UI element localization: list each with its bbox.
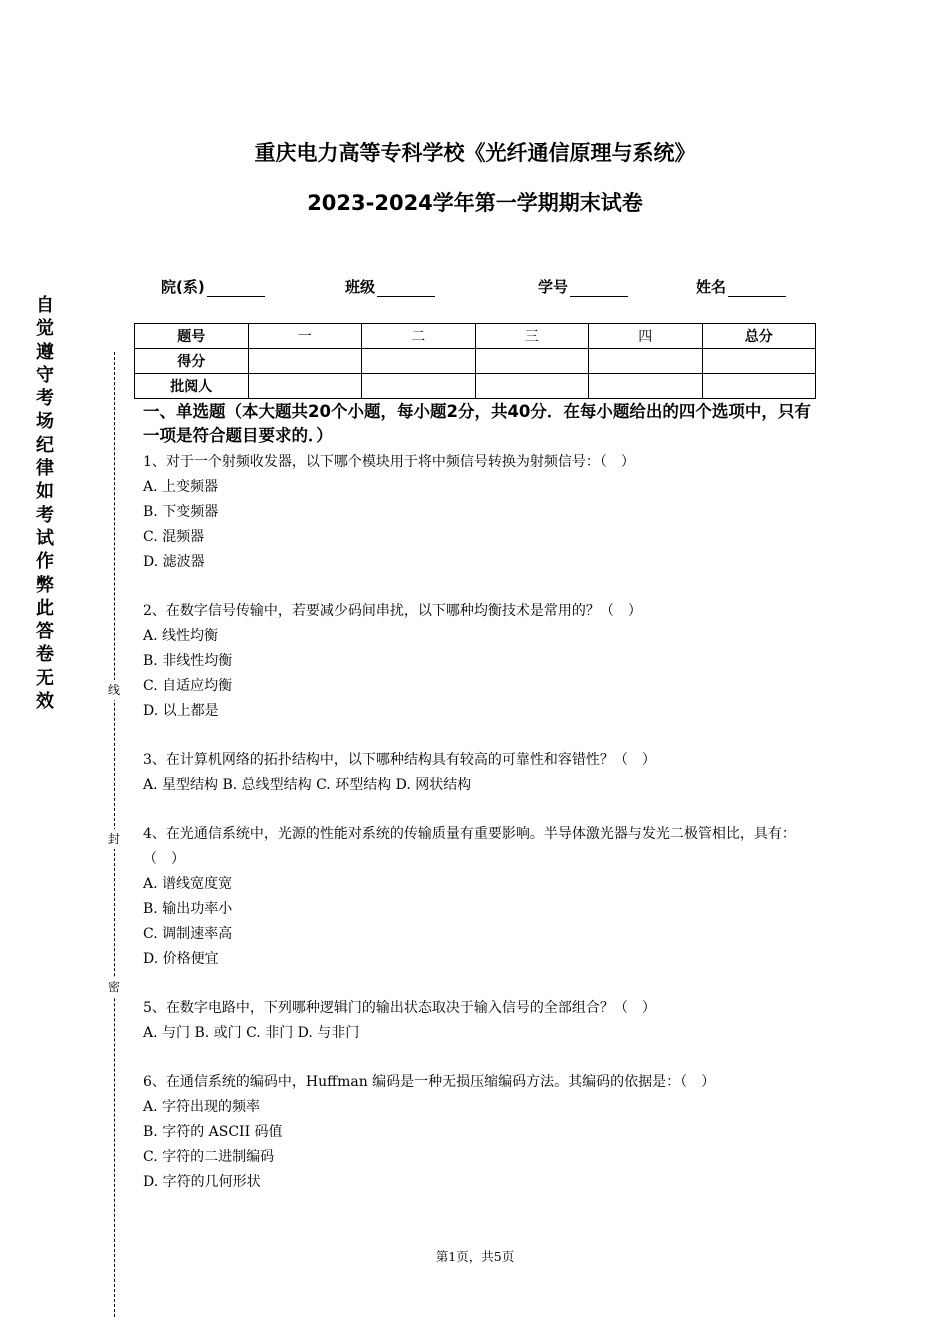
question-6 [143, 1070, 813, 1195]
grader-row [135, 374, 816, 399]
score-table-header-row [135, 324, 816, 349]
exam-title: 重庆电力高等专科学校《光纤通信原理与系统》 [254, 141, 696, 165]
question-3 [143, 748, 813, 798]
option-b[interactable]: B. 字符的 ASCII 码值 [143, 1124, 283, 1140]
option-d[interactable]: D. 价格便宜 [143, 951, 219, 967]
header-cell: 题号 [135, 324, 249, 349]
score-cell[interactable] [362, 349, 476, 374]
page-number: 第1页，共5页 [435, 1249, 515, 1264]
grader-cell[interactable] [702, 374, 816, 399]
info-class [345, 276, 435, 297]
question-2 [143, 599, 813, 724]
section-heading: 一、单选题（本大题共20个小题，每小题2分，共40分．在每小题给出的四个选项中，只有一项是符合题目要求的．） [143, 402, 811, 445]
info-name [696, 276, 786, 297]
exam-subtitle: 2023-2024学年第一学期期末试卷 [307, 191, 643, 215]
option-b[interactable]: B. 输出功率小 [143, 901, 233, 917]
binding-mark-line: 线 [106, 680, 122, 700]
name-blank[interactable] [728, 279, 786, 297]
dept-blank[interactable] [207, 279, 265, 297]
question-1 [143, 450, 813, 575]
option-d[interactable]: D. 字符的几何形状 [143, 1174, 261, 1190]
question-stem: 3、在计算机网络的拓扑结构中，以下哪种结构具有较高的可靠性和容错性？（ ） [143, 752, 656, 768]
options-inline[interactable]: A. 星型结构 B. 总线型结构 C. 环型结构 D. 网状结构 [143, 777, 472, 793]
exam-discipline-notice: 自觉遵守考场纪律如考试作弊此答卷无效 [36, 295, 54, 713]
grader-cell[interactable] [248, 374, 362, 399]
score-table [134, 323, 816, 399]
option-c[interactable]: C. 自适应均衡 [143, 678, 233, 694]
header-cell: 总分 [702, 324, 816, 349]
score-row [135, 349, 816, 374]
grader-cell[interactable] [362, 374, 476, 399]
exam-content [143, 400, 813, 1219]
option-b[interactable]: B. 下变频器 [143, 504, 219, 520]
score-row-label: 得分 [135, 349, 249, 374]
question-5 [143, 996, 813, 1046]
info-student-id-label: 学号 [538, 278, 569, 296]
question-stem: 4、在光通信系统中，光源的性能对系统的传输质量有重要影响。半导体激光器与发光二极管相比，具有：（ ） [143, 826, 796, 867]
options-inline[interactable]: A. 与门 B. 或门 C. 非门 D. 与非门 [143, 1025, 360, 1041]
option-c[interactable]: C. 字符的二进制编码 [143, 1149, 275, 1165]
question-stem: 1、对于一个射频收发器，以下哪个模块用于将中频信号转换为射频信号：（ ） [143, 454, 635, 470]
score-cell[interactable] [475, 349, 589, 374]
score-cell[interactable] [589, 349, 703, 374]
option-c[interactable]: C. 调制速率高 [143, 926, 233, 942]
grader-row-label: 批阅人 [135, 374, 249, 399]
question-stem: 6、在通信系统的编码中，Huffman 编码是一种无损压缩编码方法。其编码的依据是：（ ） [143, 1074, 716, 1090]
info-dept [161, 276, 265, 297]
option-c[interactable]: C. 混频器 [143, 529, 205, 545]
info-class-label: 班级 [345, 278, 376, 296]
header-cell: 三 [475, 324, 589, 349]
option-a[interactable]: A. 上变频器 [143, 479, 219, 495]
option-d[interactable]: D. 滤波器 [143, 554, 205, 570]
score-cell[interactable] [702, 349, 816, 374]
student-id-blank[interactable] [570, 279, 628, 297]
option-a[interactable]: A. 字符出现的频率 [143, 1099, 261, 1115]
class-blank[interactable] [377, 279, 435, 297]
grader-cell[interactable] [475, 374, 589, 399]
option-a[interactable]: A. 线性均衡 [143, 628, 219, 644]
question-4 [143, 822, 813, 972]
question-stem: 2、在数字信号传输中，若要减少码间串扰，以下哪种均衡技术是常用的？（ ） [143, 603, 642, 619]
info-dept-label: 院(系) [161, 278, 205, 296]
grader-cell[interactable] [589, 374, 703, 399]
option-a[interactable]: A. 谱线宽度宽 [143, 876, 233, 892]
header-cell: 四 [589, 324, 703, 349]
info-student-id [538, 276, 628, 297]
option-b[interactable]: B. 非线性均衡 [143, 653, 233, 669]
header-cell: 一 [248, 324, 362, 349]
binding-mark-seal: 封 [106, 829, 122, 849]
question-stem: 5、在数字电路中，下列哪种逻辑门的输出状态取决于输入信号的全部组合？（ ） [143, 1000, 656, 1016]
option-d[interactable]: D. 以上都是 [143, 703, 219, 719]
binding-mark-secret: 密 [106, 977, 122, 997]
info-name-label: 姓名 [696, 278, 727, 296]
header-cell: 二 [362, 324, 476, 349]
score-cell[interactable] [248, 349, 362, 374]
